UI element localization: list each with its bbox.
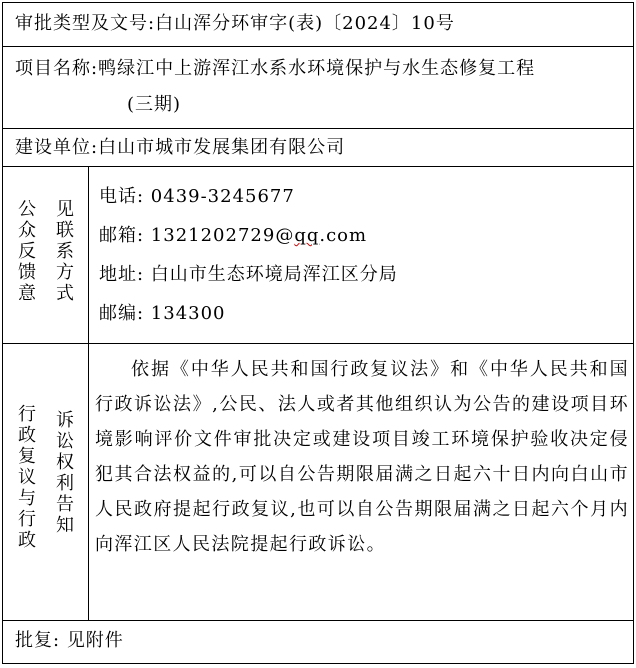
reply-label: 批复:: [15, 630, 61, 651]
rights-notice-text: 依据《中华人民共和国行政复议法》和《中华人民共和国行政诉讼法》,公民、法人或者其他组织认为公告的建设项目环境影响评价文件审批决定或建设项目竣工环境保护验收决定侵犯其合法权益的,可以自公告期限届满之日起六十日内向白山市人民政府提起行政复议,也可以自公告期限届满之日起六个月内向浑江区人民法院提起行政诉讼。: [95, 359, 629, 555]
approval-number-line: [15, 12, 455, 36]
approval-number-row: [3, 3, 633, 47]
builder-label: 建设单位:: [15, 137, 99, 158]
feedback-contact-row: [3, 167, 633, 344]
email-tld: .com: [319, 225, 368, 246]
project-name-line: [15, 57, 535, 81]
email-user: 1321202729@: [150, 225, 295, 246]
approval-number-value: 白山浑分环审字(表)〔2024〕10号: [155, 13, 455, 34]
project-name-label: 项目名称:: [15, 58, 99, 79]
builder-line: [15, 136, 345, 160]
project-name-value: 鸭绿江中上游浑江水系水环境保护与水生态修复工程: [98, 58, 536, 79]
feedback-heading-col1: 公众反馈意: [18, 199, 36, 304]
contact-postcode: 邮编: 134300: [99, 303, 226, 324]
builder-row: [3, 129, 633, 167]
email-domain: qq: [294, 225, 320, 246]
rights-heading-col1: 行政复议与行政: [18, 404, 36, 551]
project-name-continuation: (三期): [127, 94, 182, 115]
contact-address: 地址: 白山市生态环境局浑江区分局: [99, 264, 398, 285]
reply-line: [15, 629, 124, 653]
rights-notice-row: [3, 344, 633, 621]
approval-number-label: 审批类型及文号:: [15, 13, 156, 34]
reply-row: [3, 621, 633, 663]
feedback-heading-col2: 见联系方式: [56, 199, 74, 304]
reply-value: 见附件: [66, 630, 124, 651]
project-name-row: [3, 47, 633, 129]
rights-heading-col2: 诉讼权利告知: [56, 410, 74, 536]
contact-phone: 电话: 0439-3245677: [99, 186, 295, 207]
feedback-heading-cell: [3, 167, 89, 343]
contact-email[interactable]: [99, 224, 367, 248]
approval-notice-table: [2, 2, 634, 664]
builder-value: 白山市城市发展集团有限公司: [98, 137, 346, 158]
email-label: 邮箱:: [99, 225, 151, 246]
rights-heading-cell: [3, 344, 89, 620]
